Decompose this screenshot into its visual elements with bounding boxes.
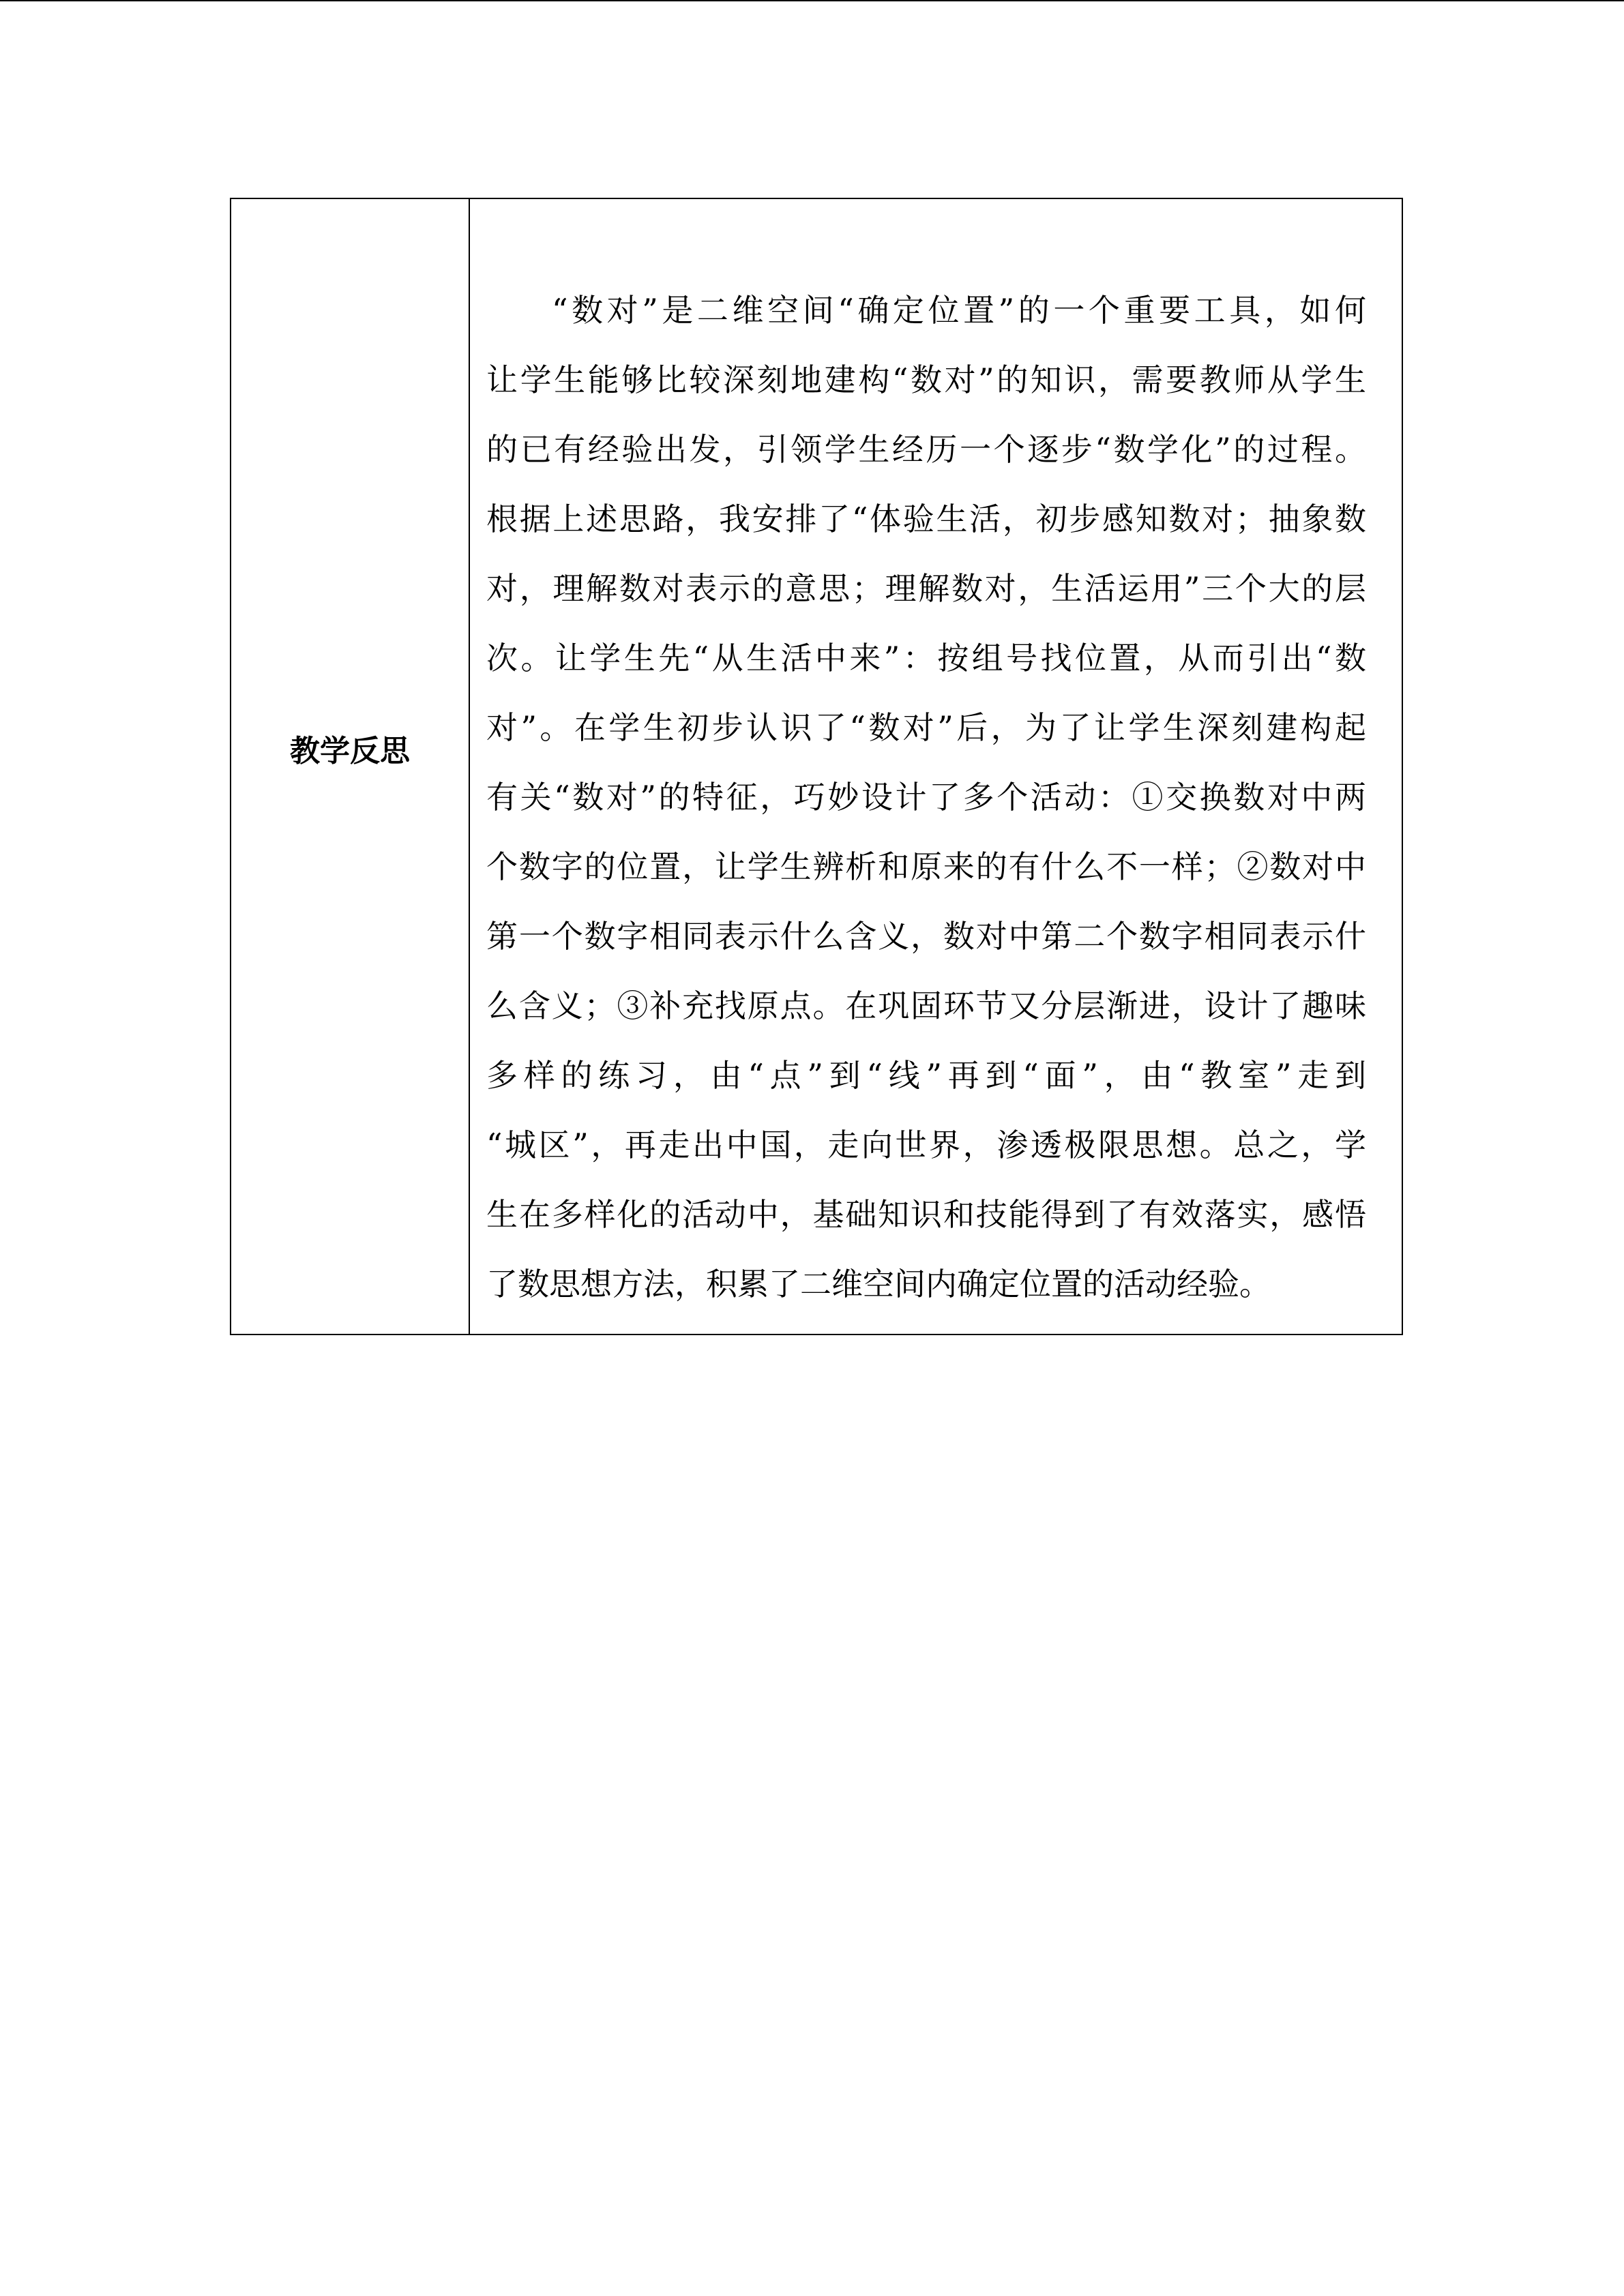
text-line: “城区”，再走出中国，走向世界，渗透极限思想。总之，学 xyxy=(486,1127,1366,1163)
text-line: 了数思想方法，积累了二维空间内确定位置的活动经验。 xyxy=(486,1266,1271,1302)
text-line: 么含义；③补充找原点。在巩固环节又分层渐进，设计了趣味 xyxy=(486,987,1366,1024)
column-divider xyxy=(469,199,470,1334)
text-line: 根据上述思路，我安排了“体验生活，初步感知数对；抽象数 xyxy=(486,501,1366,537)
text-line: “数对”是二维空间“确定位置”的一个重要工具，如何 xyxy=(552,292,1366,329)
row-label: 教学反思 xyxy=(290,734,410,769)
text-line: 有关“数对”的特征，巧妙设计了多个活动：①交换数对中两 xyxy=(486,779,1366,816)
text-line: 生在多样化的活动中，基础知识和技能得到了有效落实，感悟 xyxy=(486,1196,1366,1233)
text-line: 对”。在学生初步认识了“数对”后，为了让学生深刻建构起 xyxy=(486,709,1366,746)
text-line: 对，理解数对表示的意思；理解数对，生活运用”三个大的层 xyxy=(486,570,1366,607)
text-line: 多样的练习，由“点”到“线”再到“面”，由“教室”走到 xyxy=(486,1057,1366,1094)
text-line: 次。让学生先“从生活中来”：按组号找位置，从而引出“数 xyxy=(486,640,1366,676)
reflection-text xyxy=(486,275,1366,1319)
text-line: 个数字的位置，让学生辨析和原来的有什么不一样；②数对中 xyxy=(486,848,1366,885)
text-line: 的已有经验出发，引领学生经历一个逐步“数学化”的过程。 xyxy=(486,431,1366,468)
text-line: 让学生能够比较深刻地建构“数对”的知识，需要教师从学生 xyxy=(486,361,1366,398)
text-line: 第一个数字相同表示什么含义，数对中第二个数字相同表示什 xyxy=(486,918,1366,955)
reflection-table xyxy=(230,198,1403,1335)
